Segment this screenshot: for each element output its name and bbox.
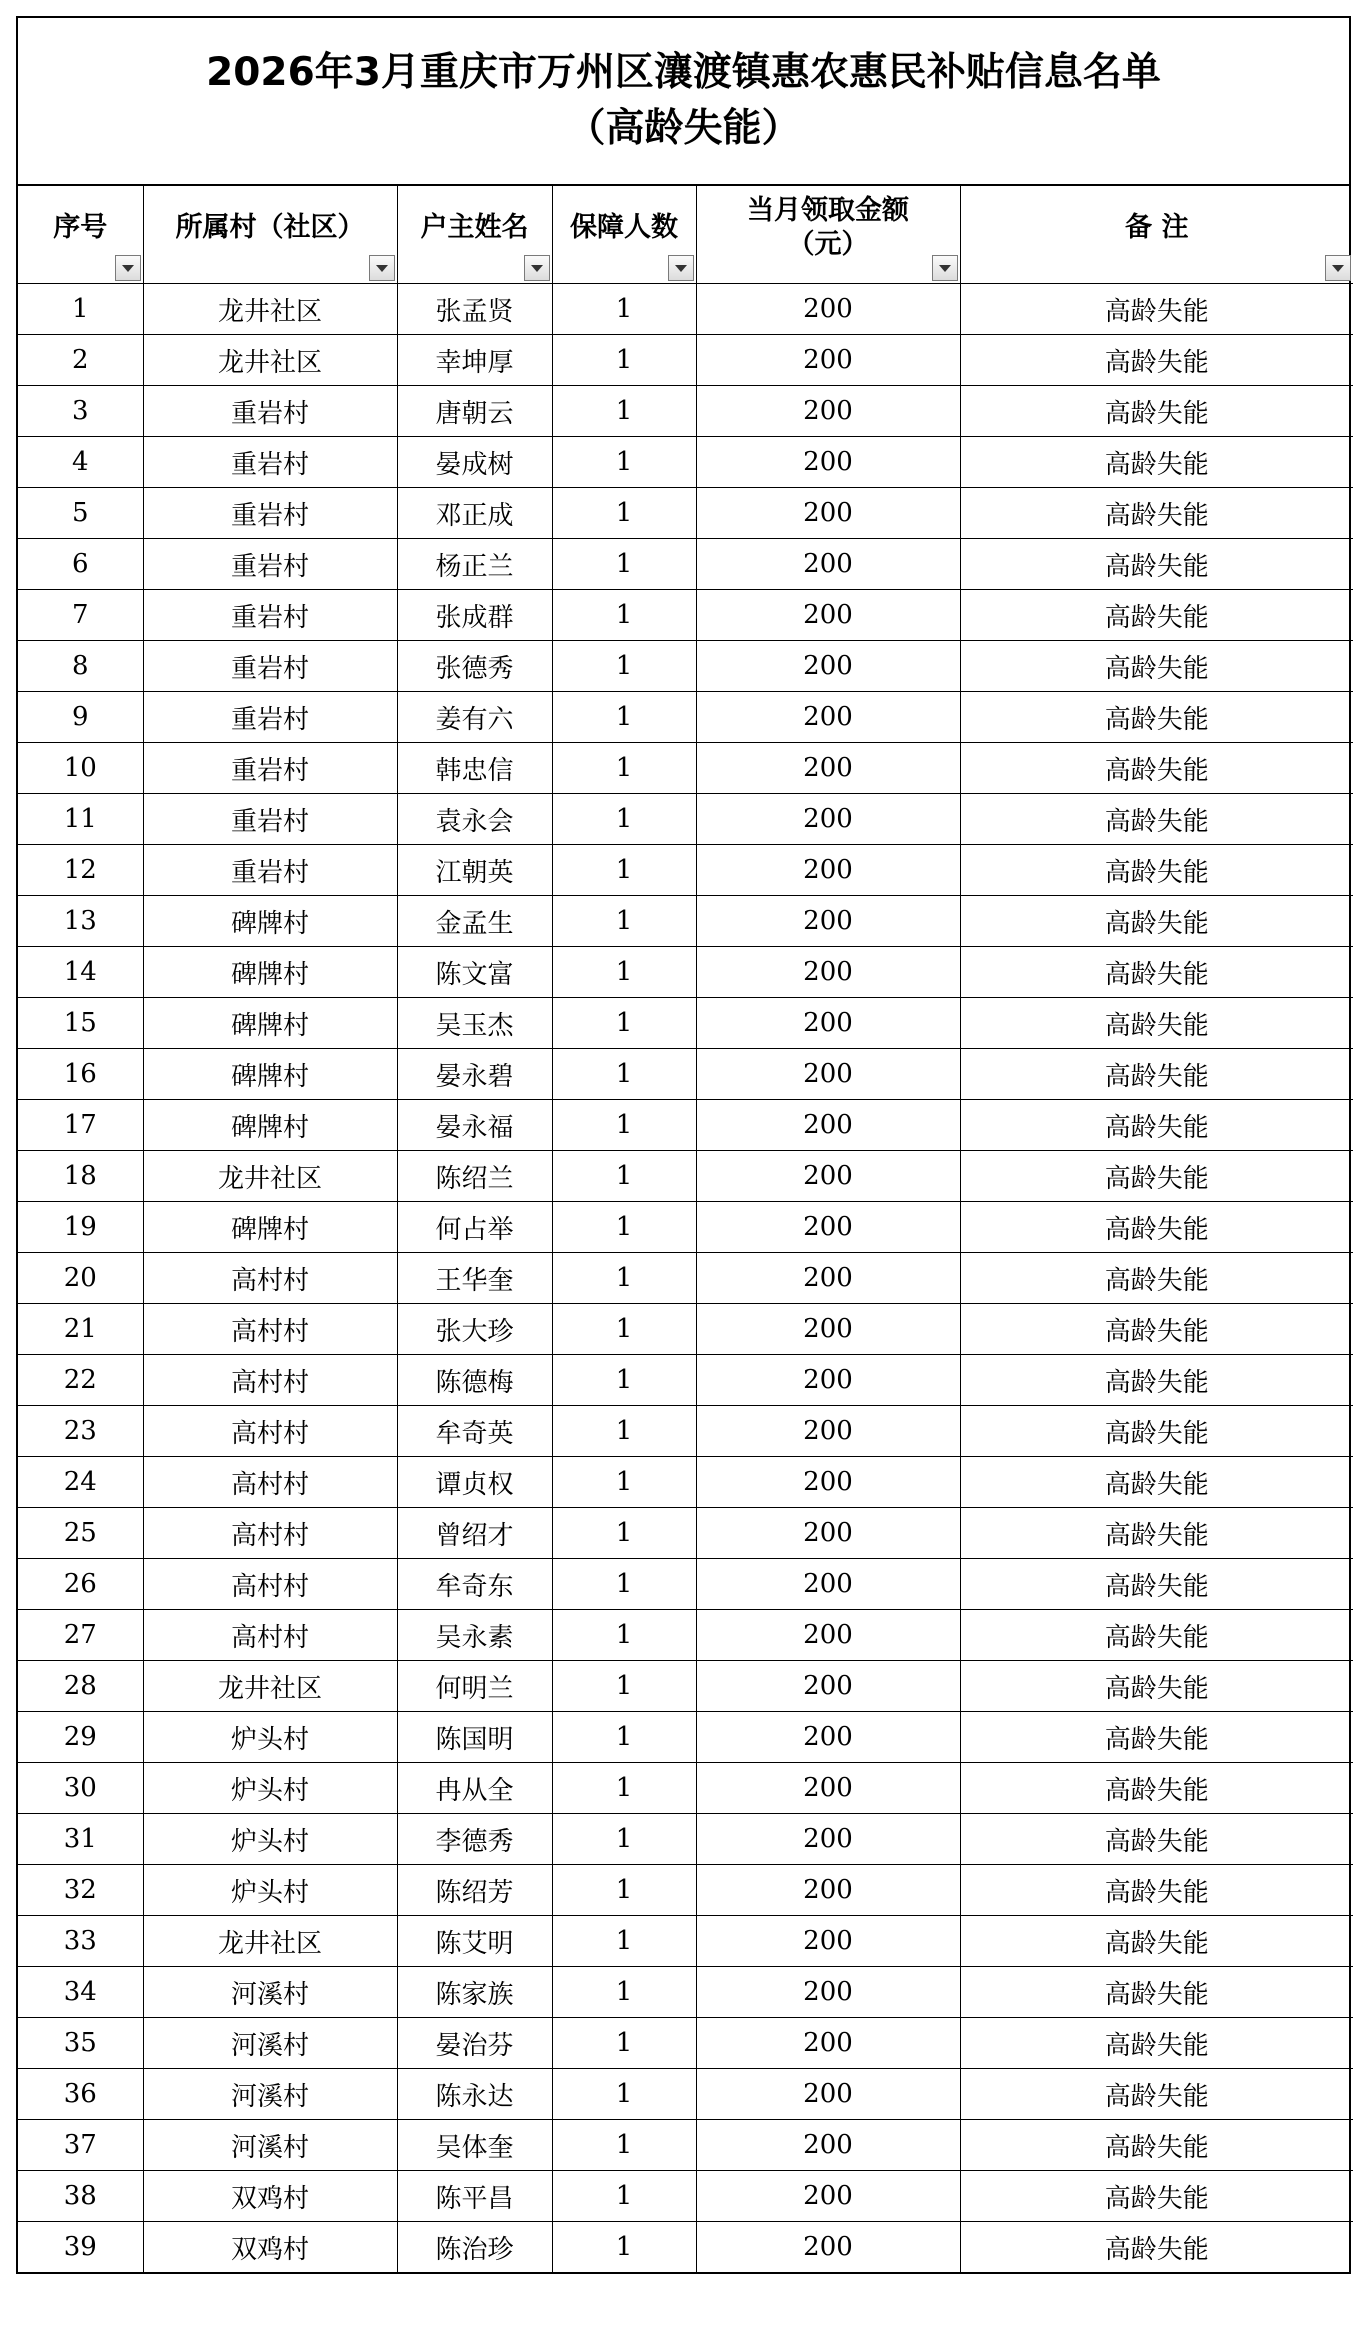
- cell-name: 晏治芬: [397, 2018, 552, 2069]
- col-header-index: [18, 186, 143, 284]
- cell-remark: 高龄失能: [960, 437, 1353, 488]
- cell-name: 陈平昌: [397, 2171, 552, 2222]
- cell-people: 1: [552, 335, 696, 386]
- cell-people: 1: [552, 2120, 696, 2171]
- cell-people: 1: [552, 1763, 696, 1814]
- cell-remark: 高龄失能: [960, 1100, 1353, 1151]
- table-row: [18, 1712, 1353, 1763]
- cell-village: 碑牌村: [143, 947, 397, 998]
- cell-index: 34: [18, 1967, 143, 2018]
- cell-village: 重岩村: [143, 437, 397, 488]
- cell-index: 20: [18, 1253, 143, 1304]
- cell-village: 碑牌村: [143, 1049, 397, 1100]
- cell-remark: 高龄失能: [960, 1916, 1353, 1967]
- cell-people: 1: [552, 1814, 696, 1865]
- cell-amount: 200: [696, 1406, 960, 1457]
- cell-amount: 200: [696, 1763, 960, 1814]
- cell-amount: 200: [696, 488, 960, 539]
- cell-amount: 200: [696, 590, 960, 641]
- cell-index: 26: [18, 1559, 143, 1610]
- cell-amount: 200: [696, 437, 960, 488]
- cell-people: 1: [552, 539, 696, 590]
- table-row: [18, 2018, 1353, 2069]
- cell-village: 龙井社区: [143, 284, 397, 335]
- cell-people: 1: [552, 896, 696, 947]
- title-block: [18, 18, 1349, 186]
- cell-village: 重岩村: [143, 539, 397, 590]
- cell-amount: 200: [696, 1967, 960, 2018]
- cell-people: 1: [552, 1151, 696, 1202]
- table-row: [18, 845, 1353, 896]
- cell-name: 陈家族: [397, 1967, 552, 2018]
- cell-village: 重岩村: [143, 641, 397, 692]
- cell-village: 双鸡村: [143, 2171, 397, 2222]
- cell-village: 高村村: [143, 1355, 397, 1406]
- table-row: [18, 437, 1353, 488]
- table-row: [18, 1202, 1353, 1253]
- cell-name: 江朝英: [397, 845, 552, 896]
- table-row: [18, 1100, 1353, 1151]
- cell-name: 晏永碧: [397, 1049, 552, 1100]
- cell-amount: 200: [696, 743, 960, 794]
- cell-village: 高村村: [143, 1508, 397, 1559]
- cell-village: 炉头村: [143, 1712, 397, 1763]
- cell-amount: 200: [696, 1865, 960, 1916]
- cell-people: 1: [552, 2222, 696, 2273]
- cell-name: 金孟生: [397, 896, 552, 947]
- cell-name: 陈治珍: [397, 2222, 552, 2273]
- col-header-name: [397, 186, 552, 284]
- table-row: [18, 1967, 1353, 2018]
- cell-village: 碑牌村: [143, 1202, 397, 1253]
- cell-remark: 高龄失能: [960, 896, 1353, 947]
- table-row: [18, 1151, 1353, 1202]
- header-label: 备 注: [1125, 211, 1189, 243]
- cell-name: 晏永福: [397, 1100, 552, 1151]
- cell-village: 龙井社区: [143, 1916, 397, 1967]
- cell-village: 高村村: [143, 1253, 397, 1304]
- cell-remark: 高龄失能: [960, 1763, 1353, 1814]
- cell-index: 2: [18, 335, 143, 386]
- cell-people: 1: [552, 590, 696, 641]
- cell-index: 22: [18, 1355, 143, 1406]
- cell-people: 1: [552, 1967, 696, 2018]
- filter-dropdown-icon[interactable]: [524, 255, 550, 281]
- col-header-people: [552, 186, 696, 284]
- cell-amount: 200: [696, 1457, 960, 1508]
- cell-village: 重岩村: [143, 743, 397, 794]
- cell-village: 重岩村: [143, 845, 397, 896]
- cell-remark: 高龄失能: [960, 1508, 1353, 1559]
- cell-name: 曾绍才: [397, 1508, 552, 1559]
- cell-remark: 高龄失能: [960, 488, 1353, 539]
- cell-remark: 高龄失能: [960, 1457, 1353, 1508]
- cell-name: 冉从全: [397, 1763, 552, 1814]
- cell-name: 王华奎: [397, 1253, 552, 1304]
- cell-amount: 200: [696, 2120, 960, 2171]
- table-row: [18, 692, 1353, 743]
- cell-amount: 200: [696, 692, 960, 743]
- cell-name: 张成群: [397, 590, 552, 641]
- cell-name: 牟奇英: [397, 1406, 552, 1457]
- cell-people: 1: [552, 437, 696, 488]
- header-row: [18, 186, 1353, 284]
- cell-people: 1: [552, 1100, 696, 1151]
- cell-amount: 200: [696, 2222, 960, 2273]
- cell-people: 1: [552, 743, 696, 794]
- cell-index: 12: [18, 845, 143, 896]
- header-label: 户主姓名: [420, 211, 529, 243]
- cell-people: 1: [552, 1253, 696, 1304]
- cell-people: 1: [552, 1406, 696, 1457]
- cell-remark: 高龄失能: [960, 1355, 1353, 1406]
- cell-remark: 高龄失能: [960, 2018, 1353, 2069]
- table-row: [18, 1508, 1353, 1559]
- cell-remark: 高龄失能: [960, 1967, 1353, 2018]
- cell-amount: 200: [696, 1151, 960, 1202]
- table-row: [18, 1355, 1353, 1406]
- subsidy-table: [18, 186, 1353, 2272]
- cell-people: 1: [552, 947, 696, 998]
- cell-remark: 高龄失能: [960, 1559, 1353, 1610]
- filter-dropdown-icon[interactable]: [115, 255, 141, 281]
- table-row: [18, 1916, 1353, 1967]
- cell-index: 16: [18, 1049, 143, 1100]
- cell-people: 1: [552, 1049, 696, 1100]
- cell-village: 双鸡村: [143, 2222, 397, 2273]
- col-header-amount: [696, 186, 960, 284]
- filter-dropdown-icon[interactable]: [668, 255, 694, 281]
- cell-people: 1: [552, 998, 696, 1049]
- cell-village: 炉头村: [143, 1763, 397, 1814]
- cell-amount: 200: [696, 1253, 960, 1304]
- cell-amount: 200: [696, 1559, 960, 1610]
- table-row: [18, 641, 1353, 692]
- cell-name: 陈文富: [397, 947, 552, 998]
- cell-remark: 高龄失能: [960, 284, 1353, 335]
- table-row: [18, 284, 1353, 335]
- cell-amount: 200: [696, 284, 960, 335]
- cell-amount: 200: [696, 1508, 960, 1559]
- cell-people: 1: [552, 1916, 696, 1967]
- table-row: [18, 1253, 1353, 1304]
- cell-remark: 高龄失能: [960, 1814, 1353, 1865]
- cell-people: 1: [552, 1202, 696, 1253]
- cell-amount: 200: [696, 1202, 960, 1253]
- cell-people: 1: [552, 488, 696, 539]
- cell-name: 何明兰: [397, 1661, 552, 1712]
- cell-name: 谭贞权: [397, 1457, 552, 1508]
- filter-dropdown-icon[interactable]: [369, 255, 395, 281]
- cell-people: 1: [552, 1304, 696, 1355]
- cell-name: 陈艾明: [397, 1916, 552, 1967]
- cell-index: 3: [18, 386, 143, 437]
- title-line-2: （高龄失能）: [566, 106, 801, 151]
- header-label: 保障人数: [570, 211, 678, 243]
- cell-remark: 高龄失能: [960, 947, 1353, 998]
- cell-index: 6: [18, 539, 143, 590]
- cell-people: 1: [552, 794, 696, 845]
- cell-village: 高村村: [143, 1559, 397, 1610]
- cell-name: 吴永素: [397, 1610, 552, 1661]
- cell-name: 陈绍兰: [397, 1151, 552, 1202]
- cell-remark: 高龄失能: [960, 590, 1353, 641]
- cell-index: 15: [18, 998, 143, 1049]
- cell-people: 1: [552, 386, 696, 437]
- cell-index: 38: [18, 2171, 143, 2222]
- cell-remark: 高龄失能: [960, 845, 1353, 896]
- cell-index: 19: [18, 1202, 143, 1253]
- cell-amount: 200: [696, 1100, 960, 1151]
- cell-name: 唐朝云: [397, 386, 552, 437]
- header-label: 序号: [53, 211, 108, 243]
- cell-remark: 高龄失能: [960, 2171, 1353, 2222]
- cell-village: 高村村: [143, 1457, 397, 1508]
- cell-people: 1: [552, 1712, 696, 1763]
- cell-village: 炉头村: [143, 1814, 397, 1865]
- cell-village: 高村村: [143, 1406, 397, 1457]
- cell-remark: 高龄失能: [960, 1406, 1353, 1457]
- cell-remark: 高龄失能: [960, 1865, 1353, 1916]
- cell-name: 晏成树: [397, 437, 552, 488]
- cell-amount: 200: [696, 896, 960, 947]
- table-body: [18, 284, 1353, 2273]
- cell-name: 杨正兰: [397, 539, 552, 590]
- cell-people: 1: [552, 284, 696, 335]
- cell-remark: 高龄失能: [960, 1202, 1353, 1253]
- cell-amount: 200: [696, 641, 960, 692]
- cell-remark: 高龄失能: [960, 1253, 1353, 1304]
- cell-remark: 高龄失能: [960, 1049, 1353, 1100]
- cell-village: 碑牌村: [143, 1100, 397, 1151]
- cell-index: 29: [18, 1712, 143, 1763]
- cell-amount: 200: [696, 1355, 960, 1406]
- cell-index: 36: [18, 2069, 143, 2120]
- cell-index: 23: [18, 1406, 143, 1457]
- cell-index: 37: [18, 2120, 143, 2171]
- cell-index: 24: [18, 1457, 143, 1508]
- cell-name: 张孟贤: [397, 284, 552, 335]
- cell-remark: 高龄失能: [960, 1151, 1353, 1202]
- cell-amount: 200: [696, 845, 960, 896]
- cell-name: 张大珍: [397, 1304, 552, 1355]
- cell-people: 1: [552, 2171, 696, 2222]
- spreadsheet: [16, 16, 1351, 2274]
- cell-index: 28: [18, 1661, 143, 1712]
- table-row: [18, 539, 1353, 590]
- header-label: 当月领取金额 （元）: [747, 194, 909, 260]
- cell-amount: 200: [696, 1610, 960, 1661]
- cell-name: 牟奇东: [397, 1559, 552, 1610]
- cell-index: 39: [18, 2222, 143, 2273]
- table-row: [18, 896, 1353, 947]
- cell-village: 河溪村: [143, 2069, 397, 2120]
- cell-amount: 200: [696, 335, 960, 386]
- cell-amount: 200: [696, 1712, 960, 1763]
- cell-people: 1: [552, 1559, 696, 1610]
- cell-village: 碑牌村: [143, 998, 397, 1049]
- cell-name: 陈德梅: [397, 1355, 552, 1406]
- table-row: [18, 488, 1353, 539]
- cell-index: 35: [18, 2018, 143, 2069]
- cell-people: 1: [552, 1610, 696, 1661]
- cell-village: 河溪村: [143, 2120, 397, 2171]
- cell-remark: 高龄失能: [960, 692, 1353, 743]
- cell-village: 龙井社区: [143, 1661, 397, 1712]
- cell-people: 1: [552, 1661, 696, 1712]
- table-row: [18, 743, 1353, 794]
- cell-index: 5: [18, 488, 143, 539]
- cell-people: 1: [552, 2069, 696, 2120]
- col-header-remark: [960, 186, 1353, 284]
- cell-amount: 200: [696, 998, 960, 1049]
- filter-dropdown-icon[interactable]: [1325, 255, 1351, 281]
- table-row: [18, 1865, 1353, 1916]
- table-row: [18, 335, 1353, 386]
- table-row: [18, 1406, 1353, 1457]
- cell-amount: 200: [696, 794, 960, 845]
- cell-amount: 200: [696, 1304, 960, 1355]
- table-row: [18, 998, 1353, 1049]
- cell-name: 陈绍芳: [397, 1865, 552, 1916]
- cell-index: 30: [18, 1763, 143, 1814]
- table-row: [18, 1049, 1353, 1100]
- cell-remark: 高龄失能: [960, 641, 1353, 692]
- cell-people: 1: [552, 1865, 696, 1916]
- table-row: [18, 2069, 1353, 2120]
- cell-people: 1: [552, 845, 696, 896]
- cell-amount: 200: [696, 2018, 960, 2069]
- cell-name: 陈永达: [397, 2069, 552, 2120]
- cell-index: 18: [18, 1151, 143, 1202]
- cell-remark: 高龄失能: [960, 1712, 1353, 1763]
- cell-village: 重岩村: [143, 692, 397, 743]
- cell-name: 何占举: [397, 1202, 552, 1253]
- cell-people: 1: [552, 1355, 696, 1406]
- table-row: [18, 386, 1353, 437]
- cell-index: 31: [18, 1814, 143, 1865]
- cell-index: 27: [18, 1610, 143, 1661]
- header-label: 所属村（社区）: [175, 211, 365, 243]
- cell-name: 邓正成: [397, 488, 552, 539]
- cell-index: 25: [18, 1508, 143, 1559]
- title-line-1: 2026年3月重庆市万州区瀼渡镇惠农惠民补贴信息名单: [206, 50, 1161, 95]
- cell-index: 33: [18, 1916, 143, 1967]
- cell-index: 32: [18, 1865, 143, 1916]
- cell-remark: 高龄失能: [960, 1610, 1353, 1661]
- cell-village: 高村村: [143, 1304, 397, 1355]
- cell-name: 幸坤厚: [397, 335, 552, 386]
- cell-index: 11: [18, 794, 143, 845]
- cell-remark: 高龄失能: [960, 794, 1353, 845]
- cell-name: 张德秀: [397, 641, 552, 692]
- cell-remark: 高龄失能: [960, 1304, 1353, 1355]
- cell-amount: 200: [696, 1916, 960, 1967]
- cell-index: 4: [18, 437, 143, 488]
- cell-village: 龙井社区: [143, 335, 397, 386]
- cell-index: 10: [18, 743, 143, 794]
- cell-index: 9: [18, 692, 143, 743]
- cell-index: 1: [18, 284, 143, 335]
- cell-people: 1: [552, 1508, 696, 1559]
- cell-index: 14: [18, 947, 143, 998]
- table-row: [18, 1661, 1353, 1712]
- table-row: [18, 1304, 1353, 1355]
- cell-remark: 高龄失能: [960, 386, 1353, 437]
- table-row: [18, 2171, 1353, 2222]
- cell-amount: 200: [696, 2171, 960, 2222]
- cell-amount: 200: [696, 2069, 960, 2120]
- cell-name: 韩忠信: [397, 743, 552, 794]
- cell-amount: 200: [696, 947, 960, 998]
- filter-dropdown-icon[interactable]: [932, 255, 958, 281]
- cell-remark: 高龄失能: [960, 2120, 1353, 2171]
- cell-remark: 高龄失能: [960, 743, 1353, 794]
- cell-village: 重岩村: [143, 488, 397, 539]
- cell-name: 吴体奎: [397, 2120, 552, 2171]
- cell-village: 重岩村: [143, 590, 397, 641]
- table-row: [18, 1763, 1353, 1814]
- cell-index: 8: [18, 641, 143, 692]
- cell-people: 1: [552, 641, 696, 692]
- cell-amount: 200: [696, 539, 960, 590]
- cell-remark: 高龄失能: [960, 335, 1353, 386]
- cell-village: 重岩村: [143, 794, 397, 845]
- table-row: [18, 2120, 1353, 2171]
- cell-amount: 200: [696, 386, 960, 437]
- cell-name: 袁永会: [397, 794, 552, 845]
- cell-remark: 高龄失能: [960, 2222, 1353, 2273]
- cell-village: 河溪村: [143, 1967, 397, 2018]
- cell-index: 21: [18, 1304, 143, 1355]
- cell-index: 7: [18, 590, 143, 641]
- cell-village: 重岩村: [143, 386, 397, 437]
- col-header-village: [143, 186, 397, 284]
- table-row: [18, 794, 1353, 845]
- cell-index: 13: [18, 896, 143, 947]
- cell-village: 碑牌村: [143, 896, 397, 947]
- table-row: [18, 1559, 1353, 1610]
- cell-index: 17: [18, 1100, 143, 1151]
- cell-amount: 200: [696, 1049, 960, 1100]
- cell-village: 河溪村: [143, 2018, 397, 2069]
- cell-name: 陈国明: [397, 1712, 552, 1763]
- cell-village: 龙井社区: [143, 1151, 397, 1202]
- cell-remark: 高龄失能: [960, 998, 1353, 1049]
- table-row: [18, 1610, 1353, 1661]
- cell-remark: 高龄失能: [960, 1661, 1353, 1712]
- cell-remark: 高龄失能: [960, 2069, 1353, 2120]
- table-row: [18, 1457, 1353, 1508]
- cell-village: 炉头村: [143, 1865, 397, 1916]
- table-row: [18, 947, 1353, 998]
- cell-name: 吴玉杰: [397, 998, 552, 1049]
- cell-name: 李德秀: [397, 1814, 552, 1865]
- cell-people: 1: [552, 2018, 696, 2069]
- table-row: [18, 2222, 1353, 2273]
- cell-amount: 200: [696, 1661, 960, 1712]
- cell-people: 1: [552, 1457, 696, 1508]
- cell-people: 1: [552, 692, 696, 743]
- cell-amount: 200: [696, 1814, 960, 1865]
- table-row: [18, 1814, 1353, 1865]
- cell-name: 姜有六: [397, 692, 552, 743]
- table-row: [18, 590, 1353, 641]
- cell-village: 高村村: [143, 1610, 397, 1661]
- cell-remark: 高龄失能: [960, 539, 1353, 590]
